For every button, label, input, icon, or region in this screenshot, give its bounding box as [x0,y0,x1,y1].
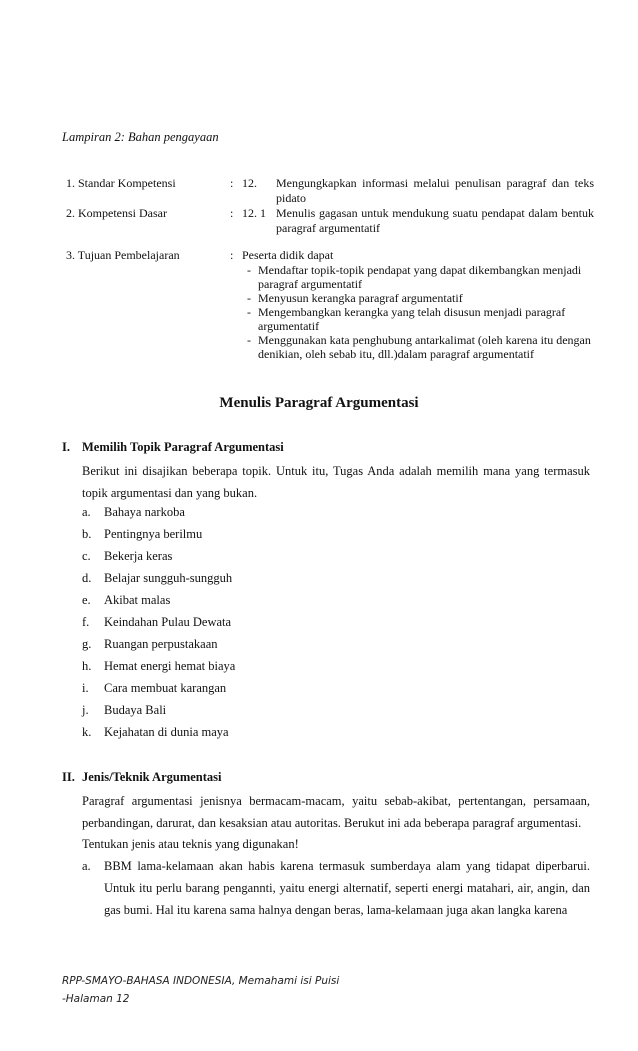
list-item [82,699,590,721]
item-text: Ruangan perpustakaan [104,637,218,651]
item-text: Pentingnya berilmu [104,527,203,541]
item-text: BBM lama-kelamaan akan habis karena termasuk sumberdaya alam yang tidapat diperbarui. Untuk itu perlu barang pengannti, yaitu energi alternatif, seperti energi matahari, air, angin, dan gas bumi. Hal itu karena sama halnya dengan beras, lama-kelamaan juga akan langka karena [104,859,590,917]
competency-table [62,176,594,361]
competency-row [62,206,594,236]
section-number: I. [62,440,70,454]
objectives-row [62,248,594,361]
objectives-intro: Peserta didik dapat [242,248,334,262]
row-label: 2. Kompetensi Dasar [66,206,167,220]
objective-text: Menyusun kerangka paragraf argumentatif [258,291,463,305]
item-letter: h. [82,659,92,673]
objective-item: - Mendaftar topik-topik pendapat yang dapat dikembangkan menjadi paragraf argumentatif [247,263,582,291]
list-item [82,589,590,611]
section-intro: Paragraf argumentasi jenisnya bermacam-macam, yaitu sebab-akibat, pertentangan, persamaan, perbandingan, darurat, dan kesaksian atau autoritas. Berukut ini ada beberapa paragraf argumentasi. [82,794,590,830]
section-instruction: Tentukan jenis atau teknis yang digunakan! [82,837,299,851]
item-text: Keindahan Pulau Dewata [104,615,232,629]
list-item [82,721,590,743]
item-letter: e. [82,593,91,607]
row-text: Menulis gagasan untuk mendukung suatu pendapat dalam bentuk paragraf argumentatif [276,206,594,235]
footer-page-number: -Halaman 12 [62,993,130,1005]
list-item [82,611,590,633]
item-letter: j. [82,703,89,717]
row-number: 12. 1 [242,206,266,220]
item-text: Belajar sungguh-sungguh [104,571,233,585]
objectives-content [242,248,594,361]
list-item [82,633,590,655]
objective-item: - Menyusun kerangka paragraf argumentatif [247,291,463,305]
topic-list [82,501,590,743]
list-item [82,655,590,677]
list-item [82,545,590,567]
item-letter: c. [82,549,91,563]
objective-text: Mengembangkan kerangka yang telah disusun menjadi paragraf argumentatif [258,305,566,333]
list-item [82,677,590,699]
objective-item: - Mengembangkan kerangka yang telah disusun menjadi paragraf argumentatif [247,305,566,333]
item-text: Bahaya narkoba [104,505,185,519]
section-number: II. [62,770,75,784]
item-text: Budaya Bali [104,703,167,717]
row-colon: : [230,206,234,220]
objective-item: - Menggunakan kata penghubung antarkalimat (oleh karena itu dengan denikian, oleh sebab itu, dll.)dalam paragraf argumentatif [247,333,591,361]
item-text: Kejahatan di dunia maya [104,725,229,739]
item-letter: b. [82,527,92,541]
item-text: Cara membuat karangan [104,681,227,695]
item-letter: a. [82,859,91,873]
item-text: Bekerja keras [104,549,173,563]
competency-row [62,176,594,206]
list-item [82,523,590,545]
row-colon: : [230,248,234,262]
list-item [82,501,590,523]
item-letter: i. [82,681,89,695]
row-label: 3. Tujuan Pembelajaran [66,248,180,262]
item-text: Hemat energi hemat biaya [104,659,236,673]
footer-document-info: RPP-SMAYO-BAHASA INDONESIA, Memahami isi Puisi [62,975,340,987]
row-colon: : [230,176,234,190]
row-number: 12. [242,176,257,190]
main-title: Menulis Paragraf Argumentasi [219,395,419,411]
item-letter: g. [82,637,92,651]
item-text: Akibat malas [104,593,171,607]
objective-text: Menggunakan kata penghubung antarkalimat (oleh karena itu dengan denikian, oleh sebab itu, dll.)dalam paragraf argumentatif [258,333,591,361]
section-title: Memilih Topik Paragraf Argumentasi [82,440,284,454]
item-letter: k. [82,725,92,739]
objective-text: Mendaftar topik-topik pendapat yang dapat dikembangkan menjadi paragraf argumentatif [258,263,582,291]
item-letter: a. [82,505,91,519]
section-intro: Berikut ini disajikan beberapa topik. Untuk itu, Tugas Anda adalah memilih mana yang termasuk topik argumentasi dan yang bukan. [82,464,590,500]
appendix-label: Lampiran 2: Bahan pengayaan [62,130,219,144]
list-item [82,567,590,589]
row-text: Mengungkapkan informasi melalui penulisan paragraf dan teks pidato [276,176,594,205]
row-label: 1. Standar Kompetensi [66,176,176,190]
item-letter: f. [82,615,90,629]
objectives-list [242,263,594,361]
item-letter: d. [82,571,92,585]
section-title: Jenis/Teknik Argumentasi [82,770,222,784]
